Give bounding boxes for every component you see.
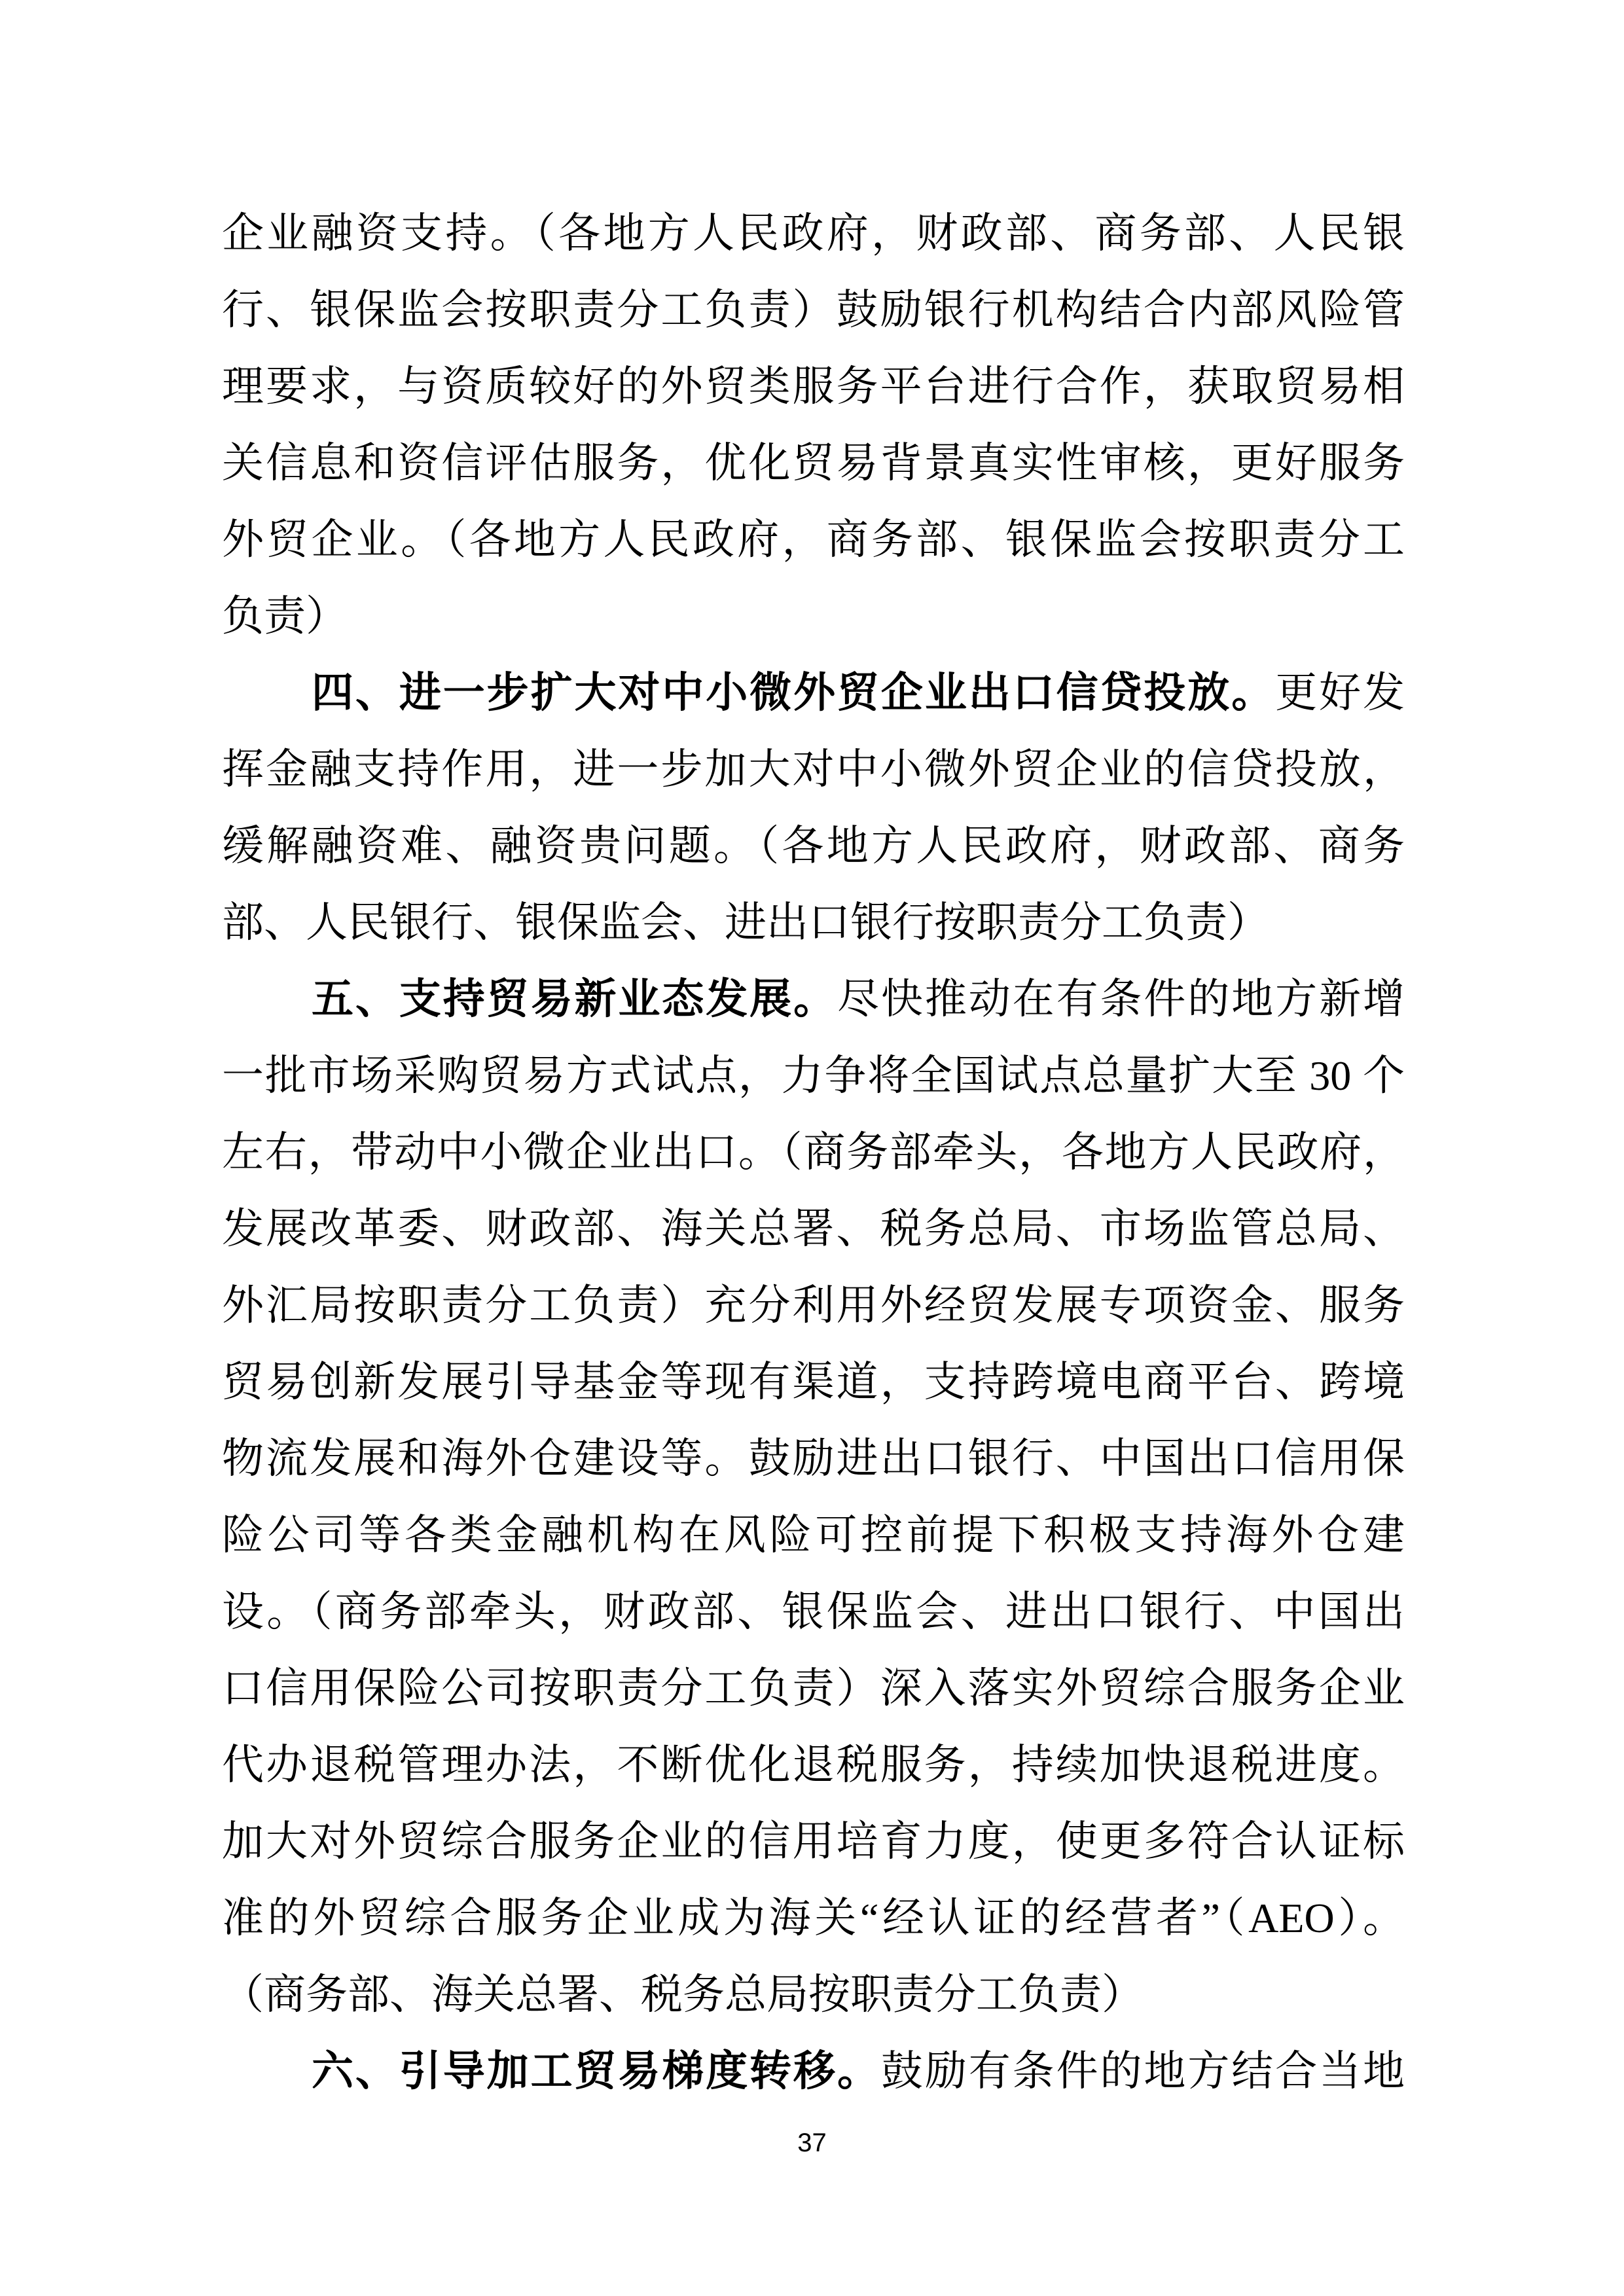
section-heading-text: 四、进一步扩大对中小微外贸企业出口信贷投放。 bbox=[312, 670, 1276, 716]
body-text: 关信息和资信评估服务，优化贸易背景真实性审核，更好服务 bbox=[222, 440, 1405, 486]
text-line bbox=[222, 425, 1405, 501]
section-heading-text: 五、支持贸易新业态发展。 bbox=[312, 976, 837, 1022]
body-text: 部、人民银行、银保监会、进出口银行按职责分工负责） bbox=[222, 899, 1269, 946]
body-text: 挥金融支持作用，进一步加大对中小微外贸企业的信贷投放， bbox=[222, 746, 1405, 793]
text-line bbox=[222, 1267, 1405, 1344]
body-text: 险公司等各类金融机构在风险可控前提下积极支持海外仓建 bbox=[222, 1512, 1405, 1558]
text-line bbox=[222, 578, 1405, 655]
page-number: 37 bbox=[797, 2128, 827, 2157]
body-text: （商务部、海关总署、税务总局按职责分工负责） bbox=[222, 1971, 1144, 2018]
body-text: 代办退税管理办法，不断优化退税服务，持续加快退税进度。 bbox=[222, 1742, 1405, 1788]
body-text: 一批市场采购贸易方式试点，力争将全国试点总量扩大至 30 个 bbox=[222, 1052, 1405, 1099]
body-text: 物流发展和海外仓建设等。鼓励进出口银行、中国出口信用保 bbox=[222, 1435, 1405, 1482]
text-line bbox=[222, 1880, 1405, 1956]
text-line bbox=[222, 1727, 1405, 1803]
body-text: 设。（商务部牵头，财政部、银保监会、进出口银行、中国出 bbox=[222, 1588, 1405, 1635]
text-line bbox=[222, 961, 1405, 1037]
body-text: 外贸企业。（各地方人民政府，商务部、银保监会按职责分工 bbox=[222, 516, 1405, 563]
section-heading-text: 六、引导加工贸易梯度转移。 bbox=[312, 2048, 881, 2094]
text-line bbox=[222, 1956, 1405, 2033]
text-line bbox=[222, 1573, 1405, 1650]
text-line bbox=[222, 2033, 1405, 2109]
body-text: 更好发 bbox=[1275, 670, 1405, 716]
text-line bbox=[222, 655, 1405, 731]
document-text bbox=[222, 195, 1405, 2109]
body-text: 贸易创新发展引导基金等现有渠道，支持跨境电商平台、跨境 bbox=[222, 1359, 1405, 1405]
text-line bbox=[222, 1803, 1405, 1880]
body-text: 加大对外贸综合服务企业的信用培育力度，使更多符合认证标 bbox=[222, 1818, 1405, 1865]
body-text: 左右，带动中小微企业出口。（商务部牵头，各地方人民政府， bbox=[222, 1129, 1405, 1175]
text-line bbox=[222, 1497, 1405, 1573]
body-text: 外汇局按职责分工负责）充分利用外经贸发展专项资金、服务 bbox=[222, 1282, 1405, 1329]
body-text: 理要求，与资质较好的外贸类服务平台进行合作，获取贸易相 bbox=[222, 363, 1405, 410]
body-text: 行、银保监会按职责分工负责）鼓励银行机构结合内部风险管 bbox=[222, 287, 1405, 333]
body-text: 负责） bbox=[222, 593, 348, 639]
text-line bbox=[222, 1344, 1405, 1420]
body-text: 口信用保险公司按职责分工负责）深入落实外贸综合服务企业 bbox=[222, 1665, 1405, 1712]
text-line bbox=[222, 1420, 1405, 1497]
text-line bbox=[222, 272, 1405, 348]
text-line bbox=[222, 348, 1405, 425]
body-text: 发展改革委、财政部、海关总署、税务总局、市场监管总局、 bbox=[222, 1206, 1405, 1252]
text-line bbox=[222, 808, 1405, 884]
body-text: 准的外贸综合服务企业成为海关“经认证的经营者”（AEO）。 bbox=[222, 1895, 1405, 1941]
body-text: 企业融资支持。（各地方人民政府，财政部、商务部、人民银 bbox=[222, 210, 1405, 257]
text-line bbox=[222, 1114, 1405, 1191]
text-line bbox=[222, 1037, 1405, 1114]
text-line bbox=[222, 884, 1405, 961]
text-line bbox=[222, 1650, 1405, 1727]
text-line bbox=[222, 731, 1405, 808]
body-text: 缓解融资难、融资贵问题。（各地方人民政府，财政部、商务 bbox=[222, 823, 1405, 869]
body-text: 尽快推动在有条件的地方新增 bbox=[837, 976, 1405, 1022]
text-line bbox=[222, 501, 1405, 578]
text-line bbox=[222, 1191, 1405, 1267]
text-line bbox=[222, 195, 1405, 272]
body-text: 鼓励有条件的地方结合当地 bbox=[880, 2048, 1405, 2094]
